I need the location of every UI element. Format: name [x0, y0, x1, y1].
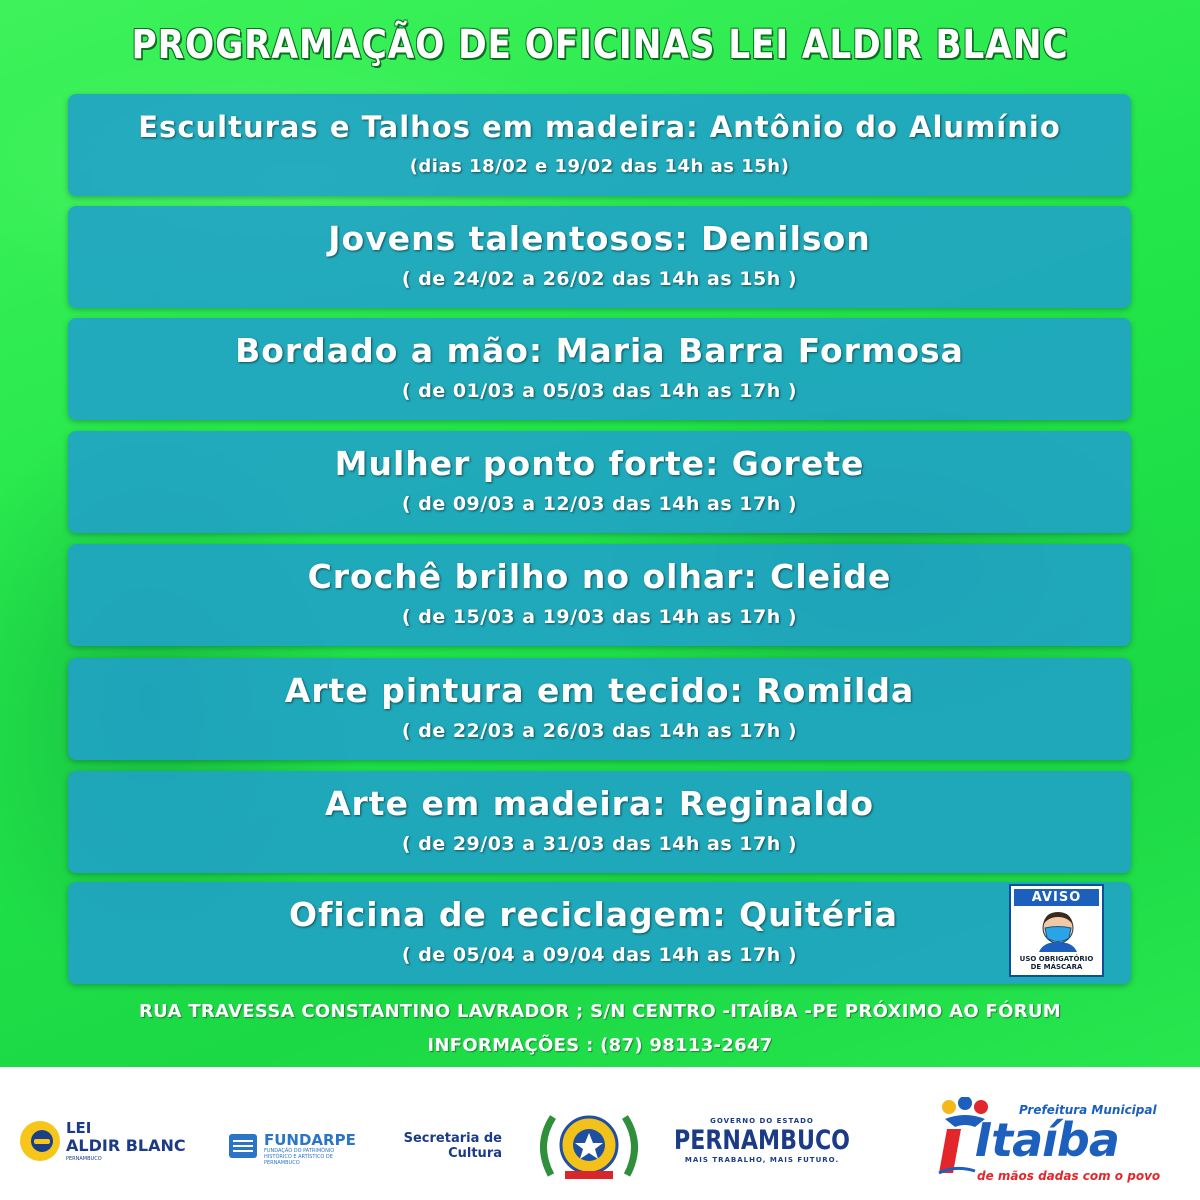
workshop-card — [68, 431, 1131, 533]
page-title: PROGRAMAÇÃO DE OFICINAS LEI ALDIR BLANC — [131, 22, 1069, 68]
workshop-name: Esculturas e Talhos em madeira: Antônio do Alumínio — [138, 110, 1061, 144]
itaiba-slogan: de mãos dadas com o povo — [977, 1169, 1161, 1183]
itaiba-name: Itaíba — [975, 1113, 1119, 1167]
notice-text — [1011, 955, 1102, 971]
aldir-blanc-line-3: PERNAMBUCO — [66, 1156, 102, 1162]
workshop-schedule: ( de 29/03 a 31/03 das 14h as 17h ) — [401, 833, 798, 855]
notice-header: AVISO — [1014, 889, 1099, 906]
workshop-name: Arte pintura em tecido: Romilda — [284, 671, 915, 710]
pernambuco-name: PERNAMBUCO — [673, 1125, 851, 1156]
workshop-name: Jovens talentosos: Denilson — [328, 219, 871, 258]
workshop-card — [68, 658, 1131, 760]
workshop-card — [68, 206, 1131, 308]
aldir-blanc-logo — [18, 1117, 208, 1167]
itaiba-top-label: Prefeitura Municipal — [1019, 1103, 1157, 1117]
workshop-name: Mulher ponto forte: Gorete — [334, 444, 865, 483]
fundarpe-emblem-icon — [228, 1133, 258, 1159]
aldir-blanc-line-2: ALDIR BLANC — [66, 1136, 186, 1155]
workshop-schedule: ( de 24/02 a 26/02 das 14h as 15h ) — [401, 268, 798, 290]
workshop-schedule: ( de 15/03 a 19/03 das 14h as 17h ) — [401, 606, 798, 628]
contact-text: INFORMAÇÕES : (87) 98113-2647 — [427, 1035, 773, 1056]
mask-notice-sign — [1009, 884, 1104, 977]
workshop-name: Crochê brilho no olhar: Cleide — [307, 557, 892, 596]
workshop-schedule: ( de 09/03 a 12/03 das 14h as 17h ) — [401, 493, 798, 515]
workshop-name: Bordado a mão: Maria Barra Formosa — [235, 331, 964, 370]
fundarpe-subtitle: FUNDAÇÃO DO PATRIMÔNIO HISTÓRICO E ARTÍSTICO DE PERNAMBUCO — [264, 1148, 335, 1166]
fundarpe-name: FUNDARPE — [264, 1131, 356, 1149]
workshop-card — [68, 882, 1131, 984]
pernambuco-seal-icon — [535, 1105, 643, 1187]
address-text: RUA TRAVESSA CONSTANTINO LAVRADOR ; S/N CENTRO -ITAÍBA -PE PRÓXIMO AO FÓRUM — [139, 1001, 1061, 1022]
sponsor-footer — [0, 1067, 1200, 1200]
notice-line-2: DE MÁSCARA — [1030, 963, 1083, 971]
governo-pernambuco-logo — [652, 1117, 872, 1177]
secretaria-cultura-logo — [392, 1131, 502, 1167]
governo-label: GOVERNO DO ESTADO — [710, 1117, 814, 1125]
workshop-card — [68, 318, 1131, 420]
secretaria-line-2: Cultura — [448, 1146, 502, 1161]
aldir-blanc-portrait-icon — [18, 1119, 62, 1163]
face-mask-icon — [1035, 908, 1081, 952]
fundarpe-logo — [228, 1131, 368, 1165]
workshop-name: Arte em madeira: Reginaldo — [324, 784, 874, 823]
pernambuco-slogan: MAIS TRABALHO, MAIS FUTURO. — [684, 1156, 840, 1164]
workshop-schedule: ( de 05/04 a 09/04 das 14h as 17h ) — [401, 944, 798, 966]
workshop-card — [68, 771, 1131, 873]
notice-line-1: USO OBRIGATÓRIO — [1019, 955, 1094, 963]
workshop-card — [68, 94, 1131, 196]
itaiba-logo — [935, 1093, 1161, 1193]
workshop-card — [68, 544, 1131, 646]
workshop-schedule: ( de 01/03 a 05/03 das 14h as 17h ) — [401, 380, 798, 402]
workshop-schedule: ( de 22/03 a 26/03 das 14h as 17h ) — [401, 720, 798, 742]
aldir-blanc-line-1: LEI — [66, 1119, 92, 1137]
secretaria-line-1: Secretaria de — [403, 1131, 502, 1146]
workshop-name: Oficina de reciclagem: Quitéria — [289, 895, 898, 934]
workshop-schedule: (dias 18/02 e 19/02 das 14h as 15h) — [409, 156, 790, 177]
